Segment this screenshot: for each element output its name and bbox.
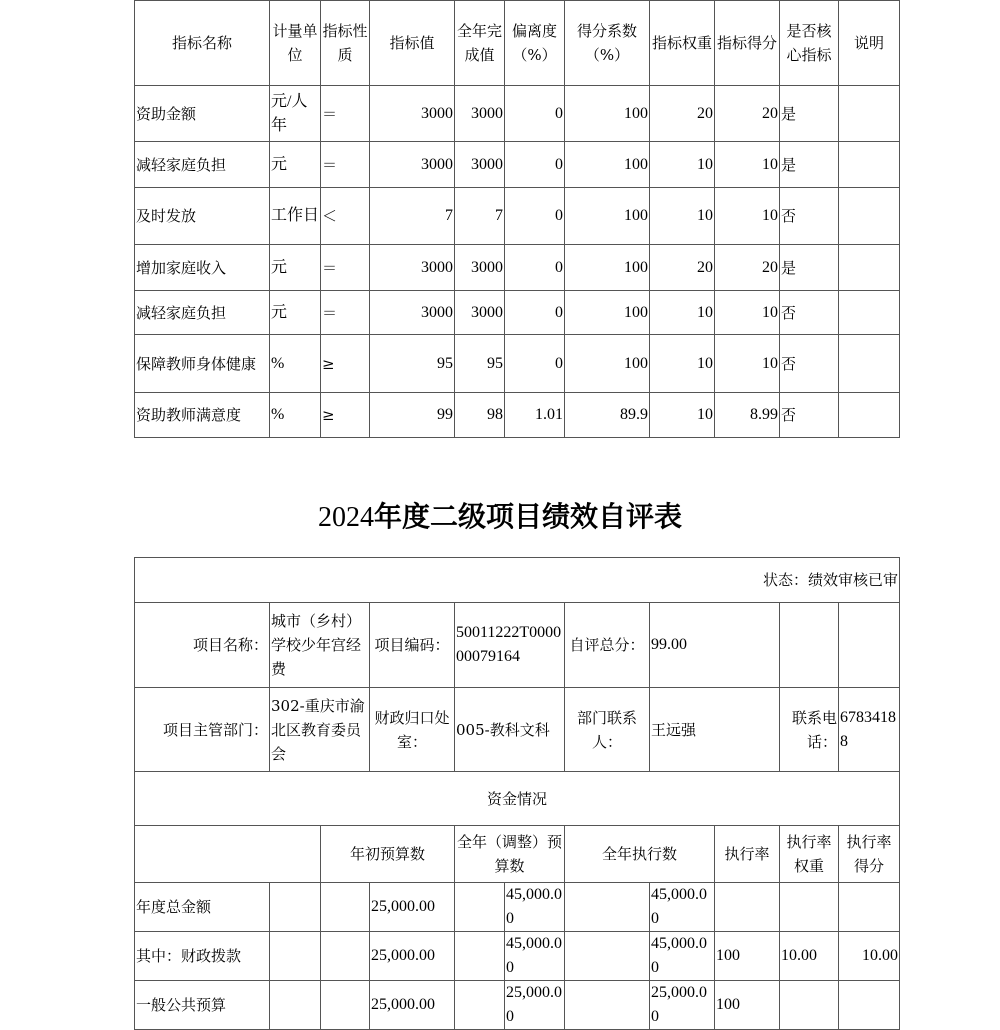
funds-row xyxy=(135,883,900,932)
table-cell: 20 xyxy=(715,86,780,142)
table-cell: 10 xyxy=(650,188,715,245)
table-cell: 10 xyxy=(650,335,715,393)
funds-header: 执行率权重 xyxy=(780,826,839,883)
execution-weight xyxy=(780,883,839,932)
table-cell: 增加家庭收入 xyxy=(135,245,270,291)
table-cell: 否 xyxy=(780,291,839,335)
adjusted-budget: 25,000.00 xyxy=(505,981,565,1030)
table-cell: 3000 xyxy=(455,291,505,335)
execution-score xyxy=(839,981,900,1030)
table-cell: 3000 xyxy=(455,142,505,188)
column-header: 指标得分 xyxy=(715,1,780,86)
empty-cell xyxy=(455,932,505,981)
execution-score xyxy=(839,883,900,932)
table-cell: 10 xyxy=(715,335,780,393)
table-cell: 0 xyxy=(505,291,565,335)
empty-cell xyxy=(135,826,321,883)
indicator-row xyxy=(135,245,900,291)
table-cell: 3000 xyxy=(370,86,455,142)
empty-cell xyxy=(565,883,650,932)
project-row xyxy=(135,603,900,688)
adjusted-budget: 45,000.00 xyxy=(505,883,565,932)
funds-header: 执行率得分 xyxy=(839,826,900,883)
empty-cell xyxy=(321,981,370,1030)
table-cell: 100 xyxy=(565,86,650,142)
executed-amount: 45,000.00 xyxy=(650,883,715,932)
table-cell: % xyxy=(270,393,321,438)
table-cell: 否 xyxy=(780,188,839,245)
funds-header: 年初预算数 xyxy=(321,826,455,883)
funds-row-label: 一般公共预算 xyxy=(135,981,270,1030)
evaluation-table xyxy=(134,557,900,1030)
column-header: 偏离度（%） xyxy=(505,1,565,86)
execution-rate: 100 xyxy=(715,981,780,1030)
table-cell: 3000 xyxy=(370,291,455,335)
column-header: 计量单位 xyxy=(270,1,321,86)
execution-rate: 100 xyxy=(715,932,780,981)
indicator-row xyxy=(135,291,900,335)
table-cell: 20 xyxy=(650,86,715,142)
table-cell xyxy=(839,245,900,291)
table-cell: 0 xyxy=(505,188,565,245)
column-header: 得分系数（%） xyxy=(565,1,650,86)
project-name-label: 项目名称： xyxy=(135,603,270,688)
status-text: 状态：绩效审核已审 xyxy=(135,558,900,603)
column-header: 全年完成值 xyxy=(455,1,505,86)
project-name: 城市（乡村）学校少年宫经费 xyxy=(270,603,370,688)
table-cell: 否 xyxy=(780,393,839,438)
table-cell xyxy=(839,335,900,393)
empty-cell xyxy=(565,981,650,1030)
funds-header-row xyxy=(135,826,900,883)
table-cell: 及时发放 xyxy=(135,188,270,245)
empty-cell xyxy=(321,883,370,932)
table-cell: 元 xyxy=(270,142,321,188)
table-cell: 10 xyxy=(650,393,715,438)
finance-label: 财政归口处室： xyxy=(370,688,455,772)
table-cell: ＝ xyxy=(321,245,370,291)
indicator-row xyxy=(135,393,900,438)
column-header: 指标性质 xyxy=(321,1,370,86)
table-cell: 100 xyxy=(565,142,650,188)
phone-label: 联系电话： xyxy=(780,688,839,772)
finance-value: 005-教科文科 xyxy=(455,688,565,772)
dept-label: 项目主管部门： xyxy=(135,688,270,772)
table-cell xyxy=(839,142,900,188)
indicator-header-row xyxy=(135,1,900,86)
table-cell: 减轻家庭负担 xyxy=(135,291,270,335)
table-cell: 20 xyxy=(650,245,715,291)
empty-cell xyxy=(565,932,650,981)
table-cell: 10 xyxy=(650,291,715,335)
page-title: 2024年度二级项目绩效自评表 xyxy=(317,500,682,533)
table-cell: 10 xyxy=(715,142,780,188)
empty-cell xyxy=(839,603,900,688)
table-cell: 元 xyxy=(270,245,321,291)
empty-cell xyxy=(780,603,839,688)
execution-weight: 10.00 xyxy=(780,932,839,981)
project-code: 50011222T000000079164 xyxy=(455,603,565,688)
funds-row-label: 年度总金额 xyxy=(135,883,270,932)
table-cell xyxy=(839,291,900,335)
table-cell: 元/人年 xyxy=(270,86,321,142)
project-code-label: 项目编码： xyxy=(370,603,455,688)
execution-score: 10.00 xyxy=(839,932,900,981)
phone-value: 67834188 xyxy=(839,688,900,772)
column-header: 是否核心指标 xyxy=(780,1,839,86)
table-cell: 100 xyxy=(565,188,650,245)
table-cell: 10 xyxy=(650,142,715,188)
table-cell: 3000 xyxy=(455,86,505,142)
table-cell: 是 xyxy=(780,86,839,142)
empty-cell xyxy=(455,883,505,932)
column-header: 指标名称 xyxy=(135,1,270,86)
table-cell: 100 xyxy=(565,245,650,291)
initial-budget: 25,000.00 xyxy=(370,883,455,932)
table-cell: 资助金额 xyxy=(135,86,270,142)
funds-row xyxy=(135,932,900,981)
table-cell: 100 xyxy=(565,291,650,335)
table-cell: 减轻家庭负担 xyxy=(135,142,270,188)
table-cell: 是 xyxy=(780,245,839,291)
empty-cell xyxy=(270,883,321,932)
empty-cell xyxy=(270,932,321,981)
table-cell xyxy=(839,188,900,245)
indicator-row xyxy=(135,86,900,142)
initial-budget: 25,000.00 xyxy=(370,981,455,1030)
score-value: 99.00 xyxy=(650,603,780,688)
executed-amount: 25,000.00 xyxy=(650,981,715,1030)
table-cell: 99 xyxy=(370,393,455,438)
table-cell: 98 xyxy=(455,393,505,438)
table-cell: 保障教师身体健康 xyxy=(135,335,270,393)
table-cell: ≥ xyxy=(321,335,370,393)
execution-weight xyxy=(780,981,839,1030)
funds-header: 全年执行数 xyxy=(565,826,715,883)
table-cell: 7 xyxy=(455,188,505,245)
table-cell: 89.9 xyxy=(565,393,650,438)
table-cell: 工作日 xyxy=(270,188,321,245)
table-cell: 95 xyxy=(455,335,505,393)
column-header: 指标权重 xyxy=(650,1,715,86)
empty-cell xyxy=(321,932,370,981)
table-cell: 0 xyxy=(505,335,565,393)
indicator-row xyxy=(135,335,900,393)
funds-row-label: 其中：财政拨款 xyxy=(135,932,270,981)
table-cell: 1.01 xyxy=(505,393,565,438)
table-cell: 是 xyxy=(780,142,839,188)
table-cell: % xyxy=(270,335,321,393)
table-cell: ≥ xyxy=(321,393,370,438)
funds-header: 执行率 xyxy=(715,826,780,883)
table-cell: 3000 xyxy=(370,245,455,291)
table-cell: 3000 xyxy=(455,245,505,291)
indicator-row xyxy=(135,188,900,245)
dept-value: 302-重庆市渝北区教育委员会 xyxy=(270,688,370,772)
table-cell: 10 xyxy=(715,188,780,245)
table-cell xyxy=(839,86,900,142)
indicator-row xyxy=(135,142,900,188)
table-cell: 资助教师满意度 xyxy=(135,393,270,438)
table-cell: 0 xyxy=(505,86,565,142)
table-cell: 100 xyxy=(565,335,650,393)
table-cell: 0 xyxy=(505,142,565,188)
table-cell: 0 xyxy=(505,245,565,291)
table-cell: ＜ xyxy=(321,188,370,245)
contact-value: 王远强 xyxy=(650,688,780,772)
adjusted-budget: 45,000.00 xyxy=(505,932,565,981)
status-row xyxy=(135,558,900,603)
table-cell: ＝ xyxy=(321,291,370,335)
indicator-table xyxy=(134,0,900,438)
funds-header: 全年（调整）预算数 xyxy=(455,826,565,883)
execution-rate xyxy=(715,883,780,932)
dept-row xyxy=(135,688,900,772)
score-label: 自评总分： xyxy=(565,603,650,688)
empty-cell xyxy=(455,981,505,1030)
table-cell xyxy=(839,393,900,438)
column-header: 说明 xyxy=(839,1,900,86)
table-cell: 元 xyxy=(270,291,321,335)
contact-label: 部门联系人： xyxy=(565,688,650,772)
executed-amount: 45,000.00 xyxy=(650,932,715,981)
table-cell: 95 xyxy=(370,335,455,393)
funds-row xyxy=(135,981,900,1030)
table-cell: 3000 xyxy=(370,142,455,188)
funds-title-row xyxy=(135,772,900,826)
table-cell: 7 xyxy=(370,188,455,245)
table-cell: 20 xyxy=(715,245,780,291)
table-cell: 10 xyxy=(715,291,780,335)
empty-cell xyxy=(270,981,321,1030)
table-cell: 8.99 xyxy=(715,393,780,438)
table-cell: ＝ xyxy=(321,86,370,142)
table-cell: ＝ xyxy=(321,142,370,188)
initial-budget: 25,000.00 xyxy=(370,932,455,981)
column-header: 指标值 xyxy=(370,1,455,86)
table-cell: 否 xyxy=(780,335,839,393)
funds-title: 资金情况 xyxy=(135,772,900,826)
